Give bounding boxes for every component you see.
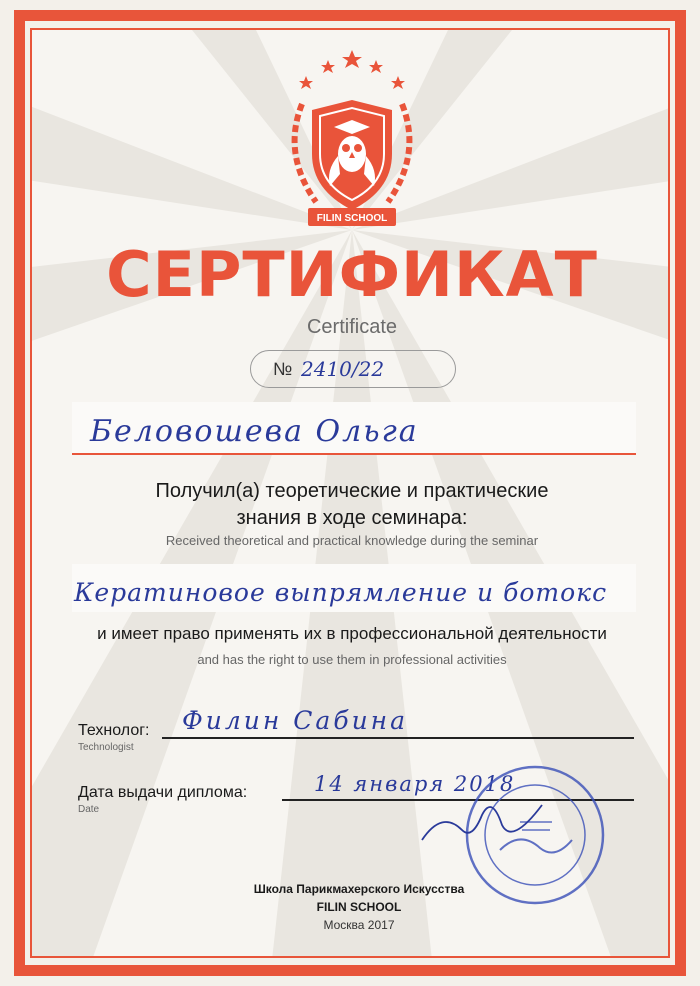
recipient-name: Беловошева Ольга: [90, 414, 419, 449]
received-line-2: знания в ходе семинара:: [236, 507, 468, 529]
inner-border: [30, 28, 670, 958]
technologist-name: Филин Сабина: [182, 706, 409, 735]
logo-brand-text: FILIN SCHOOL: [316, 213, 388, 224]
issue-date-label: Дата выдачи диплома:: [78, 784, 248, 801]
technologist-line: [162, 737, 634, 739]
certificate-number-value: 2410/22: [301, 357, 385, 381]
recipient-name-underline: [72, 453, 636, 455]
received-text-en: Received theoretical and practical knowledge during the seminar: [165, 533, 539, 548]
seminar-name: Кератиновое выпрямление и ботокс: [74, 578, 608, 607]
school-name: Школа Парикмахерского Искусства: [253, 882, 465, 896]
certificate-number-field: [250, 350, 456, 388]
rights-text-ru: и имеет право применять их в профессиональной деятельности: [97, 624, 607, 643]
signature: [412, 790, 552, 850]
rights-text-en: and has the right to use them in professional activities: [197, 652, 507, 667]
received-text-ru: [32, 478, 670, 532]
technologist-label-en: Technologist: [78, 742, 134, 753]
number-prefix: №: [273, 359, 293, 379]
certificate-title: СЕРТИФИКАТ: [106, 238, 598, 311]
issue-date-value: 14 января 2018: [314, 772, 516, 796]
filin-school-logo: [264, 44, 440, 230]
received-line-1: Получил(а) теоретические и практические: [155, 480, 549, 502]
school-city-year: Москва 2017: [323, 918, 395, 932]
technologist-label: Технолог:: [78, 722, 150, 739]
school-brand: FILIN SCHOOL: [316, 900, 402, 914]
issue-date-label-en: Date: [78, 804, 100, 815]
certificate-subtitle: Certificate: [306, 316, 398, 338]
